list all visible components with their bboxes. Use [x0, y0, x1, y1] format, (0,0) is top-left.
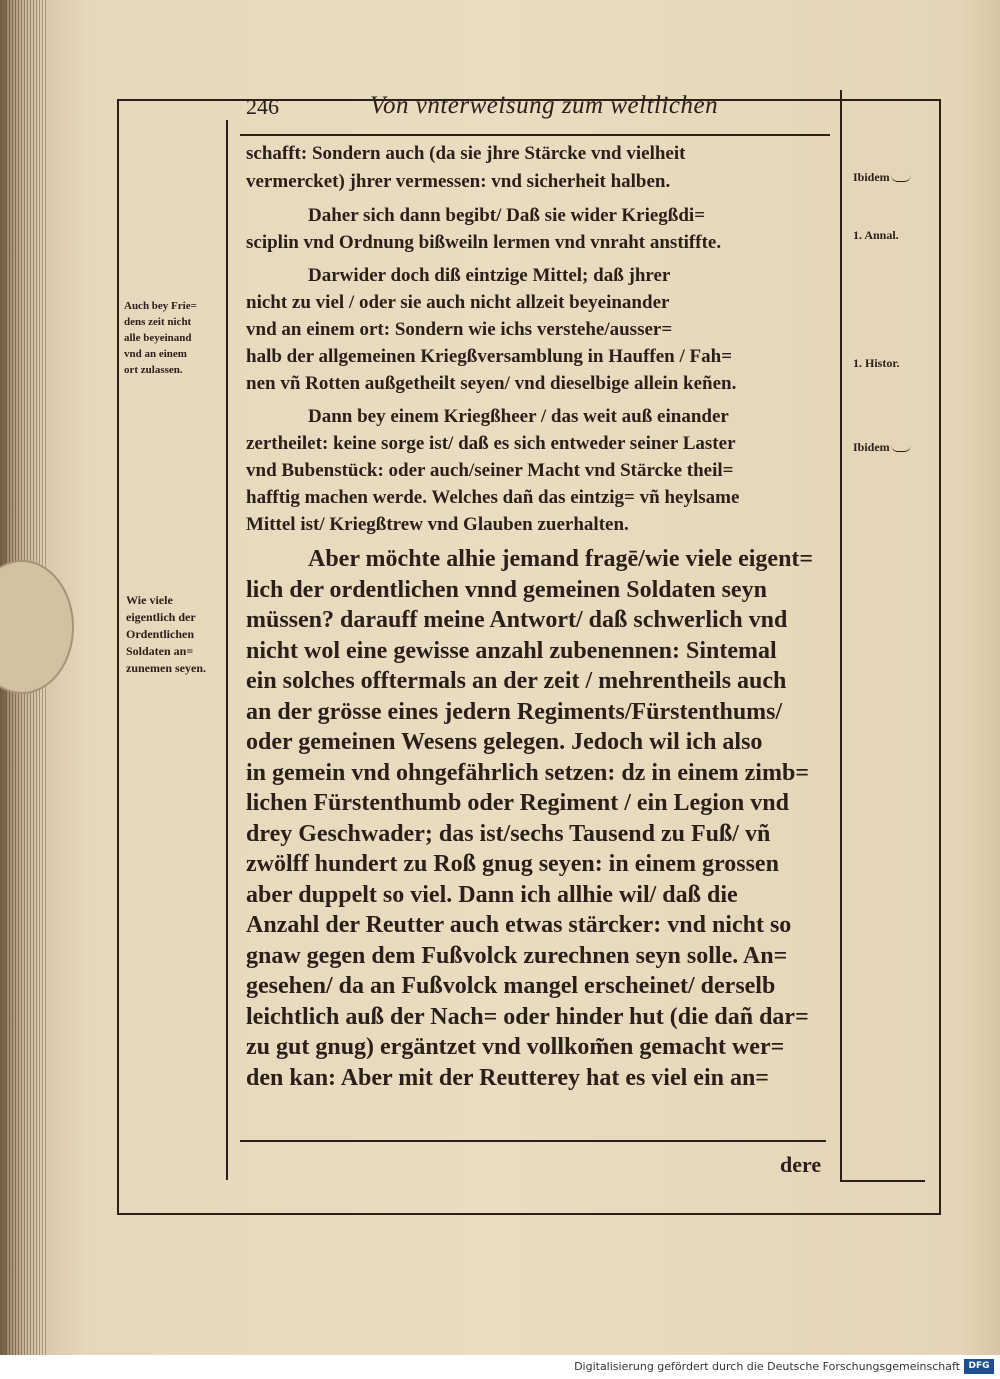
text-line: lichen Fürstenthumb oder Regiment / ein Legion vnd: [246, 790, 789, 816]
text-line: Dann bey einem Kriegßheer / das weit auß einander: [308, 406, 729, 427]
thumb-tab: [0, 560, 74, 694]
marginal-note-left: [126, 592, 226, 677]
reference-mark: [891, 175, 911, 182]
text-line: vermercket) jhrer vermessen: vnd sicherheit halben.: [246, 171, 671, 192]
dfg-logo: DFG: [964, 1359, 994, 1374]
page-number: 246: [246, 94, 279, 119]
text-line: aber duppelt so viel. Dann ich allhie wil/ daß die: [246, 881, 738, 908]
marginal-note-left: [124, 298, 224, 378]
text-line: oder gemeinen Wesens gelegen. Jedoch wil ich also: [246, 729, 763, 755]
digitization-footer: [0, 1355, 1000, 1379]
text-line: Daher sich dann begibt/ Daß sie wider Kriegßdi=: [308, 205, 706, 226]
text-line: nicht zu viel / oder sie auch nicht allzeit beyeinander: [246, 292, 670, 313]
marginal-note-right: [853, 170, 911, 185]
text-line: leichtlich auß der Nach= oder hinder hut (die dañ dar=: [246, 1003, 809, 1030]
text-line: den kan: Aber mit der Reutterey hat es viel ein an=: [246, 1064, 769, 1091]
text-line: müssen? darauff meine Antwort/ daß schwerlich vnd: [246, 607, 788, 633]
page-header: [240, 86, 830, 136]
marginal-note-line: eigentlich der: [126, 610, 196, 624]
text-line: vnd an einem ort: Sondern wie ichs verstehe/ausser=: [246, 319, 673, 340]
paragraph: [246, 202, 836, 256]
text-line: hafftig machen werde. Welches dañ das eintzig= vñ heylsame: [246, 487, 740, 508]
text-line: Aber möchte alhie jemand fragē/wie viele eigent=: [308, 546, 814, 572]
marginal-reference: Ibidem: [853, 440, 890, 454]
paragraph: [246, 544, 836, 1093]
marginal-note-line: Wie viele: [126, 593, 173, 607]
bottom-right-rule: [840, 1180, 925, 1182]
text-line: in gemein vnd ohngefährlich setzen: dz in einem zimb=: [246, 759, 809, 786]
text-line: Mittel ist/ Kriegßtrew vnd Glauben zuerhalten.: [246, 514, 629, 535]
text-line: schafft: Sondern auch (da sie jhre Stärcke vnd vielheit: [246, 143, 686, 164]
text-line: an der grösse eines jedern Regiments/Fürstenthums/: [246, 698, 783, 725]
marginal-note-line: dens zeit nicht: [124, 316, 192, 328]
catchword: dere: [780, 1152, 822, 1177]
running-head: Von vnterweisung zum weltlichen: [370, 92, 719, 119]
marginal-note-line: vnd an einem: [124, 348, 187, 360]
text-line: nen vñ Rotten außgetheilt seyen/ vnd dieselbige allein keñen.: [246, 373, 737, 394]
reference-mark: [891, 445, 911, 452]
funding-notice: Digitalisierung gefördert durch die Deutsche Forschungsgemeinschaft: [574, 1360, 960, 1373]
marginal-reference: 1. Histor.: [853, 356, 900, 370]
text-line: zu gut gnug) ergäntzet vnd vollkom̃en gemacht wer=: [246, 1034, 785, 1060]
paragraph: [246, 403, 836, 538]
right-margin-rule: [840, 90, 842, 1180]
text-line: vnd Bubenstück: oder auch/seiner Macht vnd Stärcke theil=: [246, 460, 734, 481]
text-line: drey Geschwader; das ist/sechs Tausend zu Fuß/ vñ: [246, 820, 771, 847]
footer-rule: [240, 1140, 826, 1142]
marginal-note-line: Ordentlichen: [126, 627, 194, 641]
marginal-reference: Ibidem: [853, 170, 890, 184]
text-line: nicht wol eine gewisse anzahl zubenennen: Sintemal: [246, 637, 777, 664]
paragraph: [246, 262, 836, 397]
paragraph: [246, 140, 836, 196]
marginal-note-line: zunemen seyen.: [126, 661, 206, 675]
text-line: gnaw gegen dem Fußvolck zurechnen seyn solle. An=: [246, 942, 788, 969]
text-line: halb der allgemeinen Kriegßversamblung in Hauffen / Fah=: [246, 346, 733, 367]
text-line: zwölff hundert zu Roß gnug seyen: in einem grossen: [246, 851, 779, 877]
marginal-note-right: [853, 440, 911, 455]
marginal-note-right: [853, 228, 899, 243]
text-line: gesehen/ da an Fußvolck mangel erscheinet/ derselb: [246, 973, 776, 999]
text-line: zertheilet: keine sorge ist/ daß es sich entweder seiner Laster: [246, 433, 736, 454]
marginal-note-line: ort zulassen.: [124, 364, 183, 376]
marginal-note-line: Soldaten an=: [126, 644, 194, 658]
text-line: sciplin vnd Ordnung bißweiln lermen vnd vnraht anstiffte.: [246, 232, 722, 253]
main-text-block: [246, 140, 836, 1125]
marginal-note-right: [853, 356, 900, 371]
marginal-note-line: alle beyeinand: [124, 332, 192, 344]
text-line: Anzahl der Reutter auch etwas stärcker: vnd nicht so: [246, 912, 792, 938]
marginal-reference: 1. Annal.: [853, 228, 899, 242]
text-line: Darwider doch diß eintzige Mittel; daß jhrer: [308, 265, 671, 286]
text-line: lich der ordentlichen vnnd gemeinen Soldaten seyn: [246, 576, 767, 603]
text-line: ein solches offtermals an der zeit / mehrentheils auch: [246, 668, 787, 694]
marginal-note-line: Auch bey Frie=: [124, 300, 197, 312]
